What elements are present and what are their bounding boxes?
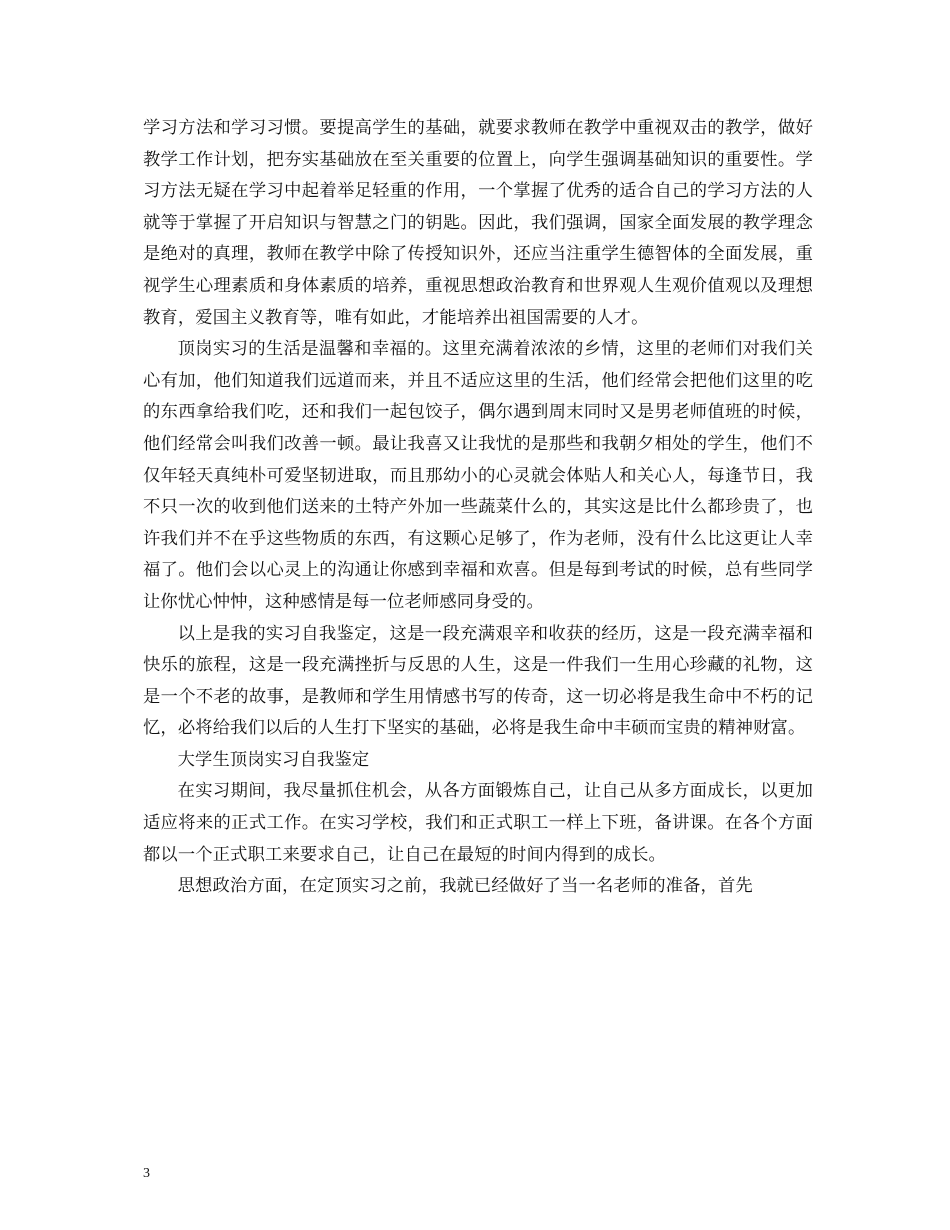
paragraph-5: 思想政治方面，在定顶实习之前，我就已经做好了当一名老师的准备，首先 — [177, 876, 753, 897]
paragraph-4: 在实习期间，我尽量抓住机会，从各方面锻炼自己，让自己从多方面成长，以更加适应将来的正式工作。在实习学校，我们和正式职工一样上下班，备讲课。在各个方面都以一个正式职工来要求自己，让自己在最短的时间内得到的成长。 — [143, 781, 813, 865]
paragraph-3: 以上是我的实习自我鉴定，这是一段充满艰辛和收获的经历，这是一段充满幸福和快乐的旅程，这是一段充满挫折与反思的人生，这是一件我们一生用心珍藏的礼物，这是一个不老的故事，是教师和学生用情感书写的传奇，这一切必将是我生命中不朽的记忆，必将给我们以后的人生打下坚实的基础，必将是我生命中丰硕而宝贵的精神财富。 — [143, 623, 813, 739]
document-body — [143, 113, 813, 903]
paragraph-1: 学习方法和学习习惯。要提高学生的基础，就要求教师在教学中重视双击的教学，做好教学工作计划，把夯实基础放在至关重要的位置上，向学生强调基础知识的重要性。学习方法无疑在学习中起着举足轻重的作用，一个掌握了优秀的适合自己的学习方法的人就等于掌握了开启知识与智慧之门的钥匙。因此，我们强调，国家全面发展的教学理念是绝对的真理，教师在教学中除了传授知识外，还应当注重学生德智体的全面发展，重视学生心理素质和身体素质的培养，重视思想政治教育和世界观人生观价值观以及理想教育，爱国主义教育等，唯有如此，才能培养出祖国需要的人才。 — [143, 118, 813, 328]
page-number: 3 — [143, 1166, 150, 1181]
paragraph-2: 顶岗实习的生活是温馨和幸福的。这里充满着浓浓的乡情，这里的老师们对我们关心有加，他们知道我们远道而来，并且不适应这里的生活，他们经常会把他们这里的吃的东西拿给我们吃，还和我们一起包饺子，偶尔遇到周末同时又是男老师值班的时候，他们经常会叫我们改善一顿。最让我喜又让我忧的是那些和我朝夕相处的学生，他们不仅年轻天真纯朴可爱坚韧进取，而且那幼小的心灵就会体贴人和关心人，每逢节日，我不只一次的收到他们送来的土特产外加一些蔬菜什么的，其实这是比什么都珍贵了，也许我们并不在乎这些物质的东西，有这颗心足够了，作为老师，没有什么比这更让人幸福了。他们会以心灵上的沟通让你感到幸福和欢喜。但是每到考试的时候，总有些同学让你忧心忡忡，这种感情是每一位老师感同身受的。 — [143, 339, 813, 612]
section-heading: 大学生顶岗实习自我鉴定 — [177, 749, 370, 770]
